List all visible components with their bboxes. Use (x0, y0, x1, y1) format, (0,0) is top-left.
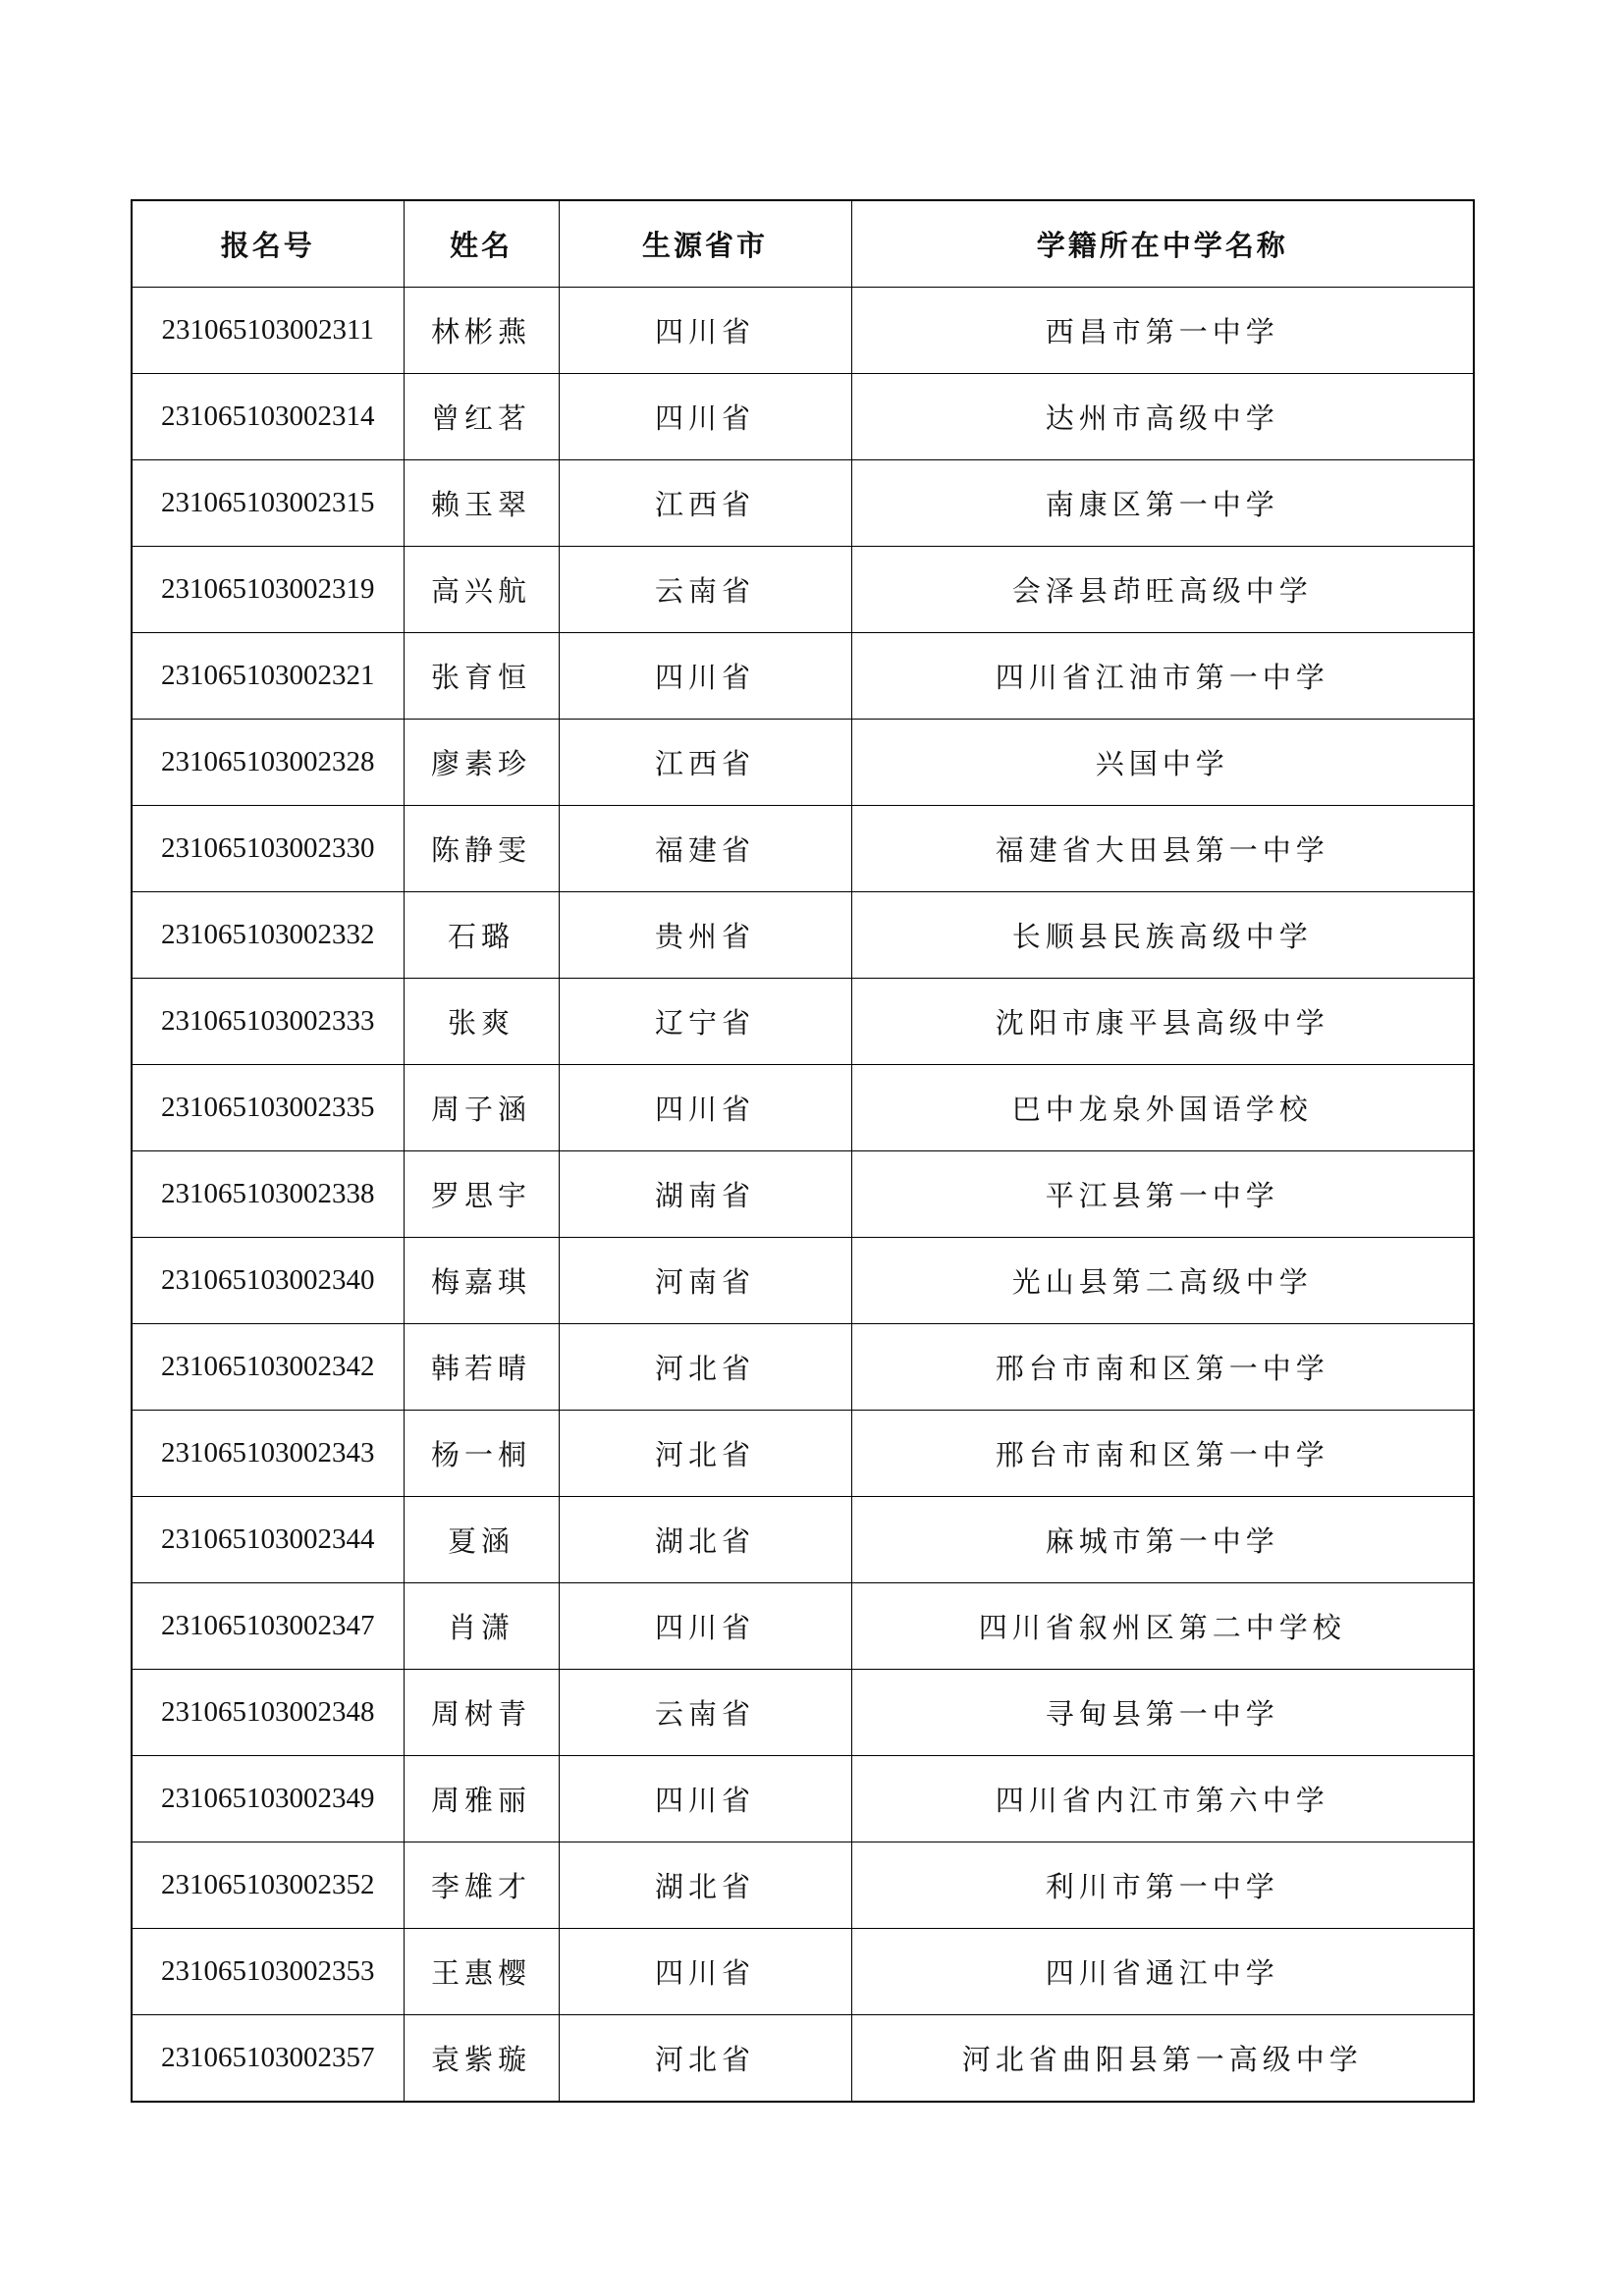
source-province-cell: 江西省 (559, 720, 851, 806)
table-row (132, 1583, 1474, 1670)
student-name-cell: 高兴航 (404, 547, 559, 633)
admission-list-table (131, 199, 1475, 2103)
student-name-cell: 罗思宇 (404, 1151, 559, 1238)
student-name-cell: 赖玉翠 (404, 460, 559, 547)
table-row (132, 288, 1474, 374)
registration-number-cell: 231065103002314 (132, 374, 404, 460)
registration-number-cell: 231065103002348 (132, 1670, 404, 1756)
table-row (132, 1411, 1474, 1497)
table-row (132, 1065, 1474, 1151)
source-province-cell: 河北省 (559, 2015, 851, 2103)
source-province-cell: 四川省 (559, 1583, 851, 1670)
source-province-cell: 江西省 (559, 460, 851, 547)
student-name-cell: 周子涵 (404, 1065, 559, 1151)
table-row (132, 892, 1474, 979)
source-province-cell: 湖北省 (559, 1497, 851, 1583)
school-name-cell: 光山县第二高级中学 (851, 1238, 1474, 1324)
source-province-cell: 云南省 (559, 1670, 851, 1756)
school-name-cell: 邢台市南和区第一中学 (851, 1324, 1474, 1411)
header-school-name: 学籍所在中学名称 (851, 200, 1474, 288)
school-name-cell: 四川省通江中学 (851, 1929, 1474, 2015)
registration-number-cell: 231065103002343 (132, 1411, 404, 1497)
school-name-cell: 兴国中学 (851, 720, 1474, 806)
table-row (132, 806, 1474, 892)
school-name-cell: 沈阳市康平县高级中学 (851, 979, 1474, 1065)
student-name-cell: 李雄才 (404, 1842, 559, 1929)
school-name-cell: 巴中龙泉外国语学校 (851, 1065, 1474, 1151)
source-province-cell: 湖南省 (559, 1151, 851, 1238)
school-name-cell: 长顺县民族高级中学 (851, 892, 1474, 979)
registration-number-cell: 231065103002328 (132, 720, 404, 806)
source-province-cell: 四川省 (559, 1065, 851, 1151)
registration-number-cell: 231065103002340 (132, 1238, 404, 1324)
registration-number-cell: 231065103002352 (132, 1842, 404, 1929)
student-name-cell: 肖潇 (404, 1583, 559, 1670)
source-province-cell: 四川省 (559, 288, 851, 374)
source-province-cell: 四川省 (559, 1756, 851, 1842)
source-province-cell: 云南省 (559, 547, 851, 633)
student-name-cell: 陈静雯 (404, 806, 559, 892)
table-row (132, 1842, 1474, 1929)
table-row (132, 979, 1474, 1065)
student-name-cell: 张爽 (404, 979, 559, 1065)
student-name-cell: 石璐 (404, 892, 559, 979)
table-row (132, 1324, 1474, 1411)
student-name-cell: 林彬燕 (404, 288, 559, 374)
school-name-cell: 寻甸县第一中学 (851, 1670, 1474, 1756)
header-source-province: 生源省市 (559, 200, 851, 288)
registration-number-cell: 231065103002319 (132, 547, 404, 633)
registration-number-cell: 231065103002332 (132, 892, 404, 979)
registration-number-cell: 231065103002321 (132, 633, 404, 720)
header-registration-number: 报名号 (132, 200, 404, 288)
source-province-cell: 河北省 (559, 1411, 851, 1497)
school-name-cell: 西昌市第一中学 (851, 288, 1474, 374)
table-row (132, 1238, 1474, 1324)
source-province-cell: 河北省 (559, 1324, 851, 1411)
student-name-cell: 杨一桐 (404, 1411, 559, 1497)
source-province-cell: 四川省 (559, 374, 851, 460)
school-name-cell: 会泽县茚旺高级中学 (851, 547, 1474, 633)
school-name-cell: 河北省曲阳县第一高级中学 (851, 2015, 1474, 2103)
header-row (132, 200, 1474, 288)
registration-number-cell: 231065103002349 (132, 1756, 404, 1842)
school-name-cell: 麻城市第一中学 (851, 1497, 1474, 1583)
source-province-cell: 河南省 (559, 1238, 851, 1324)
registration-number-cell: 231065103002342 (132, 1324, 404, 1411)
table-row (132, 374, 1474, 460)
header-name: 姓名 (404, 200, 559, 288)
table-row (132, 2015, 1474, 2103)
registration-number-cell: 231065103002330 (132, 806, 404, 892)
table-row (132, 1497, 1474, 1583)
student-name-cell: 王惠樱 (404, 1929, 559, 2015)
school-name-cell: 达州市高级中学 (851, 374, 1474, 460)
student-name-cell: 梅嘉琪 (404, 1238, 559, 1324)
table-body (132, 288, 1474, 2103)
table-row (132, 460, 1474, 547)
school-name-cell: 四川省内江市第六中学 (851, 1756, 1474, 1842)
table-row (132, 547, 1474, 633)
registration-number-cell: 231065103002344 (132, 1497, 404, 1583)
table-row (132, 720, 1474, 806)
student-name-cell: 夏涵 (404, 1497, 559, 1583)
table-row (132, 633, 1474, 720)
registration-number-cell: 231065103002333 (132, 979, 404, 1065)
source-province-cell: 福建省 (559, 806, 851, 892)
source-province-cell: 四川省 (559, 633, 851, 720)
table-row (132, 1929, 1474, 2015)
student-name-cell: 曾红茗 (404, 374, 559, 460)
registration-number-cell: 231065103002335 (132, 1065, 404, 1151)
source-province-cell: 湖北省 (559, 1842, 851, 1929)
registration-number-cell: 231065103002311 (132, 288, 404, 374)
school-name-cell: 福建省大田县第一中学 (851, 806, 1474, 892)
table-row (132, 1151, 1474, 1238)
student-name-cell: 周雅丽 (404, 1756, 559, 1842)
school-name-cell: 邢台市南和区第一中学 (851, 1411, 1474, 1497)
student-name-cell: 周树青 (404, 1670, 559, 1756)
registration-number-cell: 231065103002357 (132, 2015, 404, 2103)
school-name-cell: 利川市第一中学 (851, 1842, 1474, 1929)
source-province-cell: 贵州省 (559, 892, 851, 979)
school-name-cell: 平江县第一中学 (851, 1151, 1474, 1238)
table-row (132, 1670, 1474, 1756)
school-name-cell: 南康区第一中学 (851, 460, 1474, 547)
student-name-cell: 袁紫璇 (404, 2015, 559, 2103)
registration-number-cell: 231065103002315 (132, 460, 404, 547)
source-province-cell: 辽宁省 (559, 979, 851, 1065)
school-name-cell: 四川省江油市第一中学 (851, 633, 1474, 720)
school-name-cell: 四川省叙州区第二中学校 (851, 1583, 1474, 1670)
registration-number-cell: 231065103002338 (132, 1151, 404, 1238)
source-province-cell: 四川省 (559, 1929, 851, 2015)
registration-number-cell: 231065103002353 (132, 1929, 404, 2015)
student-name-cell: 廖素珍 (404, 720, 559, 806)
registration-number-cell: 231065103002347 (132, 1583, 404, 1670)
student-name-cell: 韩若晴 (404, 1324, 559, 1411)
table-row (132, 1756, 1474, 1842)
student-name-cell: 张育恒 (404, 633, 559, 720)
